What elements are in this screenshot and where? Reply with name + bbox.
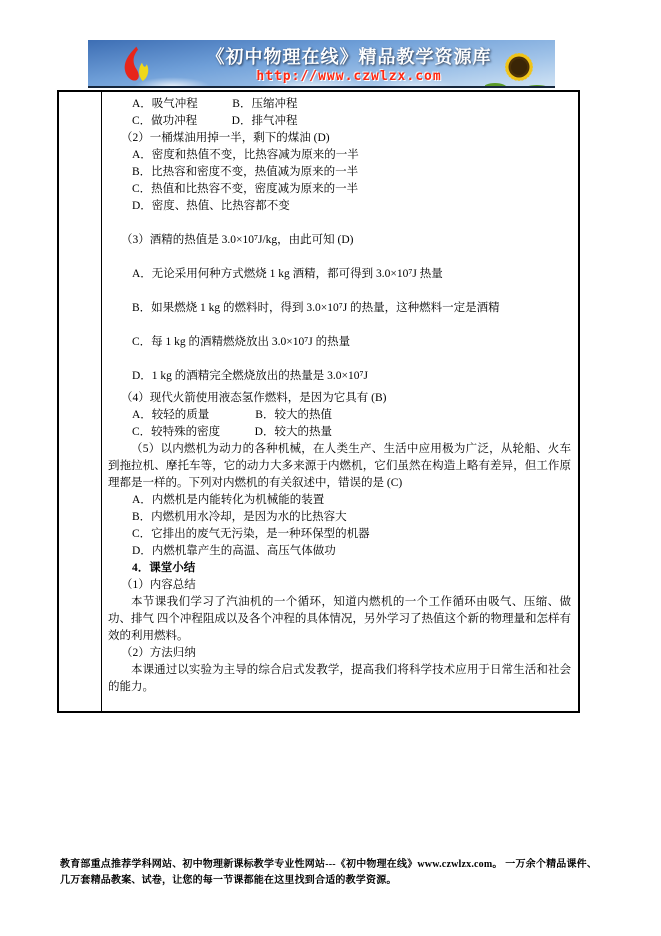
banner-text-block (184, 43, 514, 84)
content-line: （1）内容总结 (121, 579, 196, 591)
content-line: A．内燃机是内能转化为机械能的装置 (132, 494, 325, 506)
site-banner (88, 40, 555, 88)
content-line: （2）一桶煤油用掉一半，剩下的煤油 (D) (121, 132, 330, 144)
table-main-cell (102, 92, 578, 711)
content-table (57, 90, 580, 713)
content-line: （2）方法归纳 (121, 647, 196, 659)
banner-url-link[interactable]: http://www.czwlzx.com (256, 69, 442, 84)
sunflower-icon (485, 40, 551, 88)
site-logo-icon (110, 43, 158, 87)
content-line: C．较特殊的密度 D．较大的热量 (132, 426, 332, 438)
content-line: D．1 kg 的酒精完全燃烧放出的热量是 3.0×10⁷J (132, 370, 369, 382)
content-line: A．较轻的质量 B．较大的热值 (132, 409, 332, 421)
content-line: （3）酒精的热值是 3.0×10⁷J/kg，由此可知 (D) (121, 234, 354, 246)
footer-note (60, 857, 606, 888)
content-line: B．比热容和密度不变，热值减为原来的一半 (132, 166, 359, 178)
content-line: A．无论采用何种方式燃烧 1 kg 酒精，都可得到 3.0×10⁷J 热量 (132, 268, 443, 280)
content-line: （5）以内燃机为动力的各种机械，在人类生产、生活中应用极为广泛，从轮船、火车到拖拉机、摩托车等，它的动力大多来源于内燃机，它们虽然在构造上略有差异，但工作原理都是一样的。下列对内燃机的有关叙述中，错误的是 (C) (108, 443, 571, 489)
content-line: C．热值和比热容不变，密度减为原来的一半 (132, 183, 359, 195)
banner-title: 《初中物理在线》精品教学资源库 (206, 47, 492, 67)
content-line: B．如果燃烧 1 kg 的燃料时，得到 3.0×10⁷J 的热量，这种燃料一定是酒精 (132, 302, 500, 314)
content-line: A．吸气冲程 B．压缩冲程 (132, 98, 298, 110)
table-side-cell (59, 92, 102, 711)
footer-line-1: 教育部重点推荐学科网站、初中物理新课标教学专业性网站---《初中物理在线》www.czwlzx.com。 一万余个精品课件、 (60, 859, 598, 870)
content-line: B．内燃机用水冷却，是因为水的比热容大 (132, 511, 347, 523)
content-line: D．密度、热值、比热容都不变 (132, 200, 290, 212)
content-line: 本课通过以实验为主导的综合启式发教学，提高我们将科学技术应用于日常生活和社会的能力。 (108, 664, 571, 693)
content-line: （4）现代火箭使用液态氢作燃料，是因为它具有 (B) (121, 392, 387, 404)
content-line: A．密度和热值不变，比热容减为原来的一半 (132, 149, 359, 161)
content-lines (108, 96, 571, 696)
content-line: C．它排出的废气无污染，是一种环保型的机器 (132, 528, 370, 540)
content-line: D．内燃机靠产生的高温、高压气体做功 (132, 545, 336, 557)
footer-line-2: 几万套精品教案、试卷，让您的每一节课都能在这里找到合适的教学资源。 (60, 874, 397, 886)
content-line: C．每 1 kg 的酒精燃烧放出 3.0×10⁷J 的热量 (132, 336, 351, 348)
content-line: 本节课我们学习了汽油机的一个循环，知道内燃机的一个工作循环由吸气、压缩、做功、排气 四个冲程阻成以及各个冲程的具体情况，另外学习了热值这个新的物理量和怎样有效的利用燃料。 (108, 596, 571, 642)
content-line: C．做功冲程 D．排气冲程 (132, 115, 298, 127)
content-line: 4．课堂小结 (132, 562, 196, 574)
